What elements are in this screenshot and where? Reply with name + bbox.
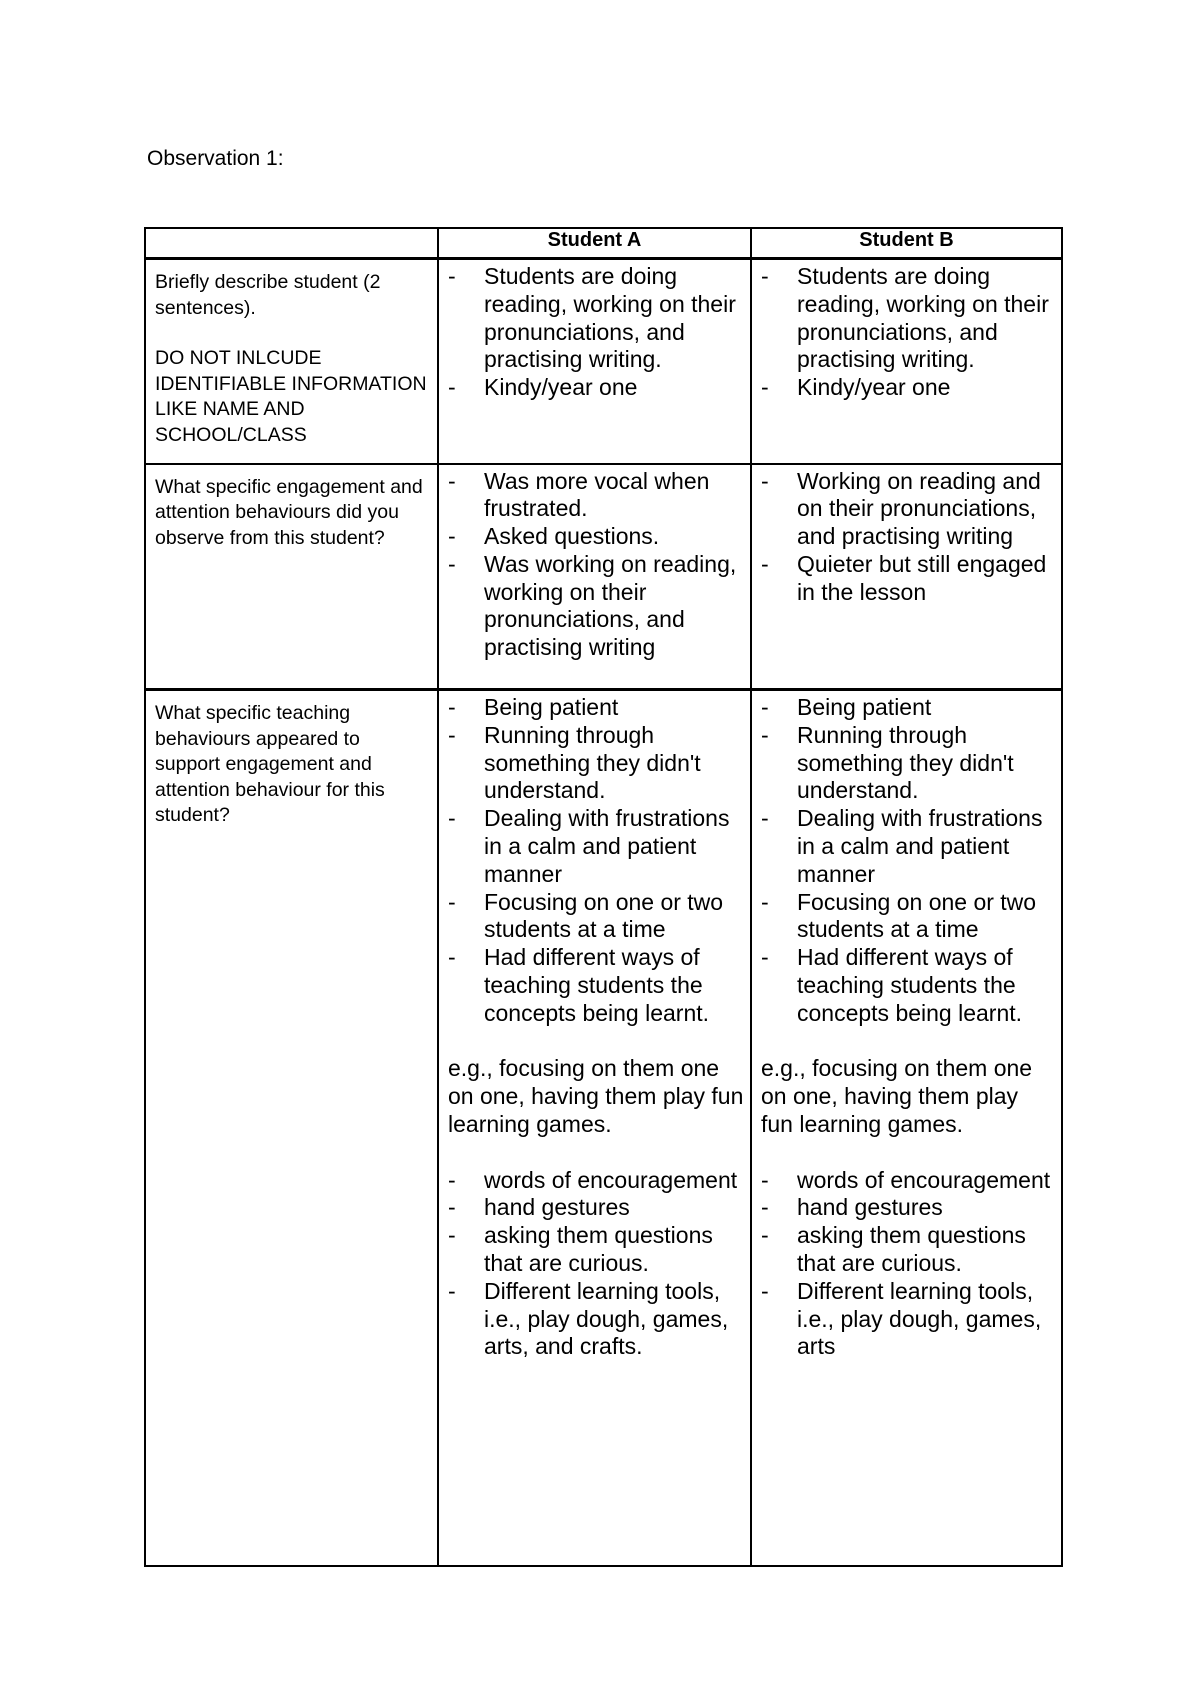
list-item: - Was more vocal when frustrated. (484, 468, 744, 524)
list-item: - Being patient (797, 694, 1055, 722)
question-text: What specific engagement and attention behaviours did you observe from this student? (155, 475, 423, 549)
question-text: What specific teaching behaviours appeared to support engagement and attention behaviour for this student? (155, 702, 385, 826)
question-text: Briefly describe student (2 sentences). (155, 271, 381, 319)
list-item: - Focusing on one or two students at a time (797, 889, 1055, 945)
list-item: - Dealing with frustrations in a calm and patient manner (797, 805, 1055, 888)
list-item: - Different learning tools, i.e., play dough, games, arts, and crafts. (484, 1278, 744, 1361)
table-header-row (145, 228, 1062, 259)
list-item: - Students are doing reading, working on their pronunciations, and practising writing. (484, 263, 744, 374)
question-cell (145, 464, 438, 690)
question-cell (145, 259, 438, 464)
list-item: - Running through something they didn't understand. (797, 722, 1055, 805)
list-item: - Was working on reading, working on their pronunciations, and practising writing (484, 551, 744, 662)
table-row (145, 464, 1062, 690)
list-item: - Kindy/year one (484, 374, 744, 402)
list-item: - Had different ways of teaching students the concepts being learnt. (484, 944, 744, 1027)
question-note: DO NOT INLCUDE IDENTIFIABLE INFORMATION LIKE NAME AND SCHOOL/CLASS (155, 347, 427, 446)
question-cell (145, 690, 438, 1566)
list-item: - Students are doing reading, working on their pronunciations, and practising writing. (797, 263, 1055, 374)
student-a-cell (438, 464, 751, 690)
example-paragraph: e.g., focusing on them one on one, having them play fun learning games. (448, 1055, 744, 1137)
list-item: - Kindy/year one (797, 374, 1055, 402)
example-paragraph: e.g., focusing on them one on one, having them play fun learning games. (761, 1055, 1033, 1137)
student-b-cell (751, 259, 1062, 464)
list-item: - Quieter but still engaged in the lesson (797, 551, 1055, 607)
list-item: - Dealing with frustrations in a calm and patient manner (484, 805, 744, 888)
student-a-cell (438, 690, 751, 1566)
list-item: - asking them questions that are curious. (484, 1222, 744, 1278)
page-heading: Observation 1: (147, 147, 284, 170)
list-item: - Being patient (484, 694, 744, 722)
header-student-b: Student B (751, 228, 1062, 259)
table-row (145, 259, 1062, 464)
student-a-cell (438, 259, 751, 464)
list-item: - asking them questions that are curious. (797, 1222, 1055, 1278)
list-item: - words of encouragement (484, 1167, 744, 1195)
list-item: - hand gestures (797, 1194, 1055, 1222)
student-b-cell (751, 464, 1062, 690)
header-student-a: Student A (438, 228, 751, 259)
header-empty-cell (145, 228, 438, 259)
list-item: - Different learning tools, i.e., play dough, games, arts (797, 1278, 1055, 1361)
list-item: - Working on reading and on their pronunciations, and practising writing (797, 468, 1055, 551)
list-item: - Focusing on one or two students at a time (484, 889, 744, 945)
list-item: - Had different ways of teaching students the concepts being learnt. (797, 944, 1055, 1027)
list-item: - hand gestures (484, 1194, 744, 1222)
observation-table (144, 227, 1063, 1567)
list-item: - Asked questions. (484, 523, 744, 551)
student-b-cell (751, 690, 1062, 1566)
table-row (145, 690, 1062, 1566)
list-item: - words of encouragement (797, 1167, 1055, 1195)
list-item: - Running through something they didn't understand. (484, 722, 744, 805)
